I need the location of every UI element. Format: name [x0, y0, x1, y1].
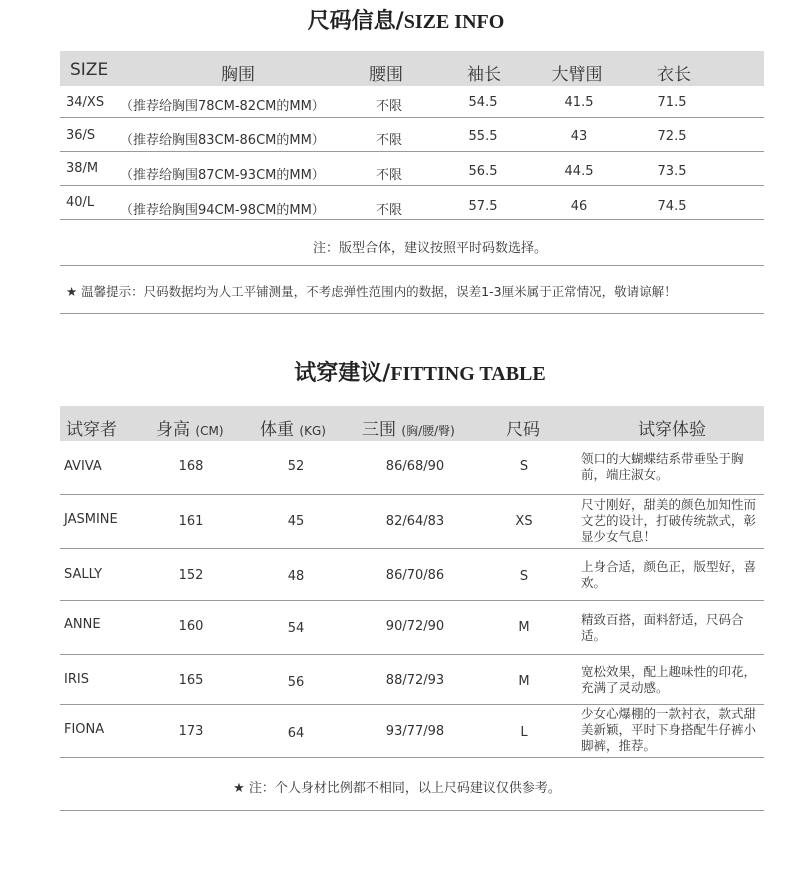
row-divider — [60, 600, 764, 601]
row-divider — [60, 757, 764, 758]
fit-cell-name: AVIVA — [64, 459, 102, 474]
size-cell-arm: 43 — [570, 129, 588, 144]
fit-cell-name: FIONA — [64, 722, 105, 737]
size-header-chest: 胸围 — [221, 65, 255, 85]
fitting-title — [14, 356, 812, 387]
fit-cell-experience: 尺寸刚好，甜美的颜色加知性而文艺的设计，打破传统款式，彰显少女气息！ — [581, 497, 757, 544]
size-header-sleeve: 袖长 — [467, 65, 501, 85]
size-cell-arm: 41.5 — [564, 95, 594, 110]
size-cell-length: 74.5 — [657, 199, 687, 214]
fit-cell-experience: 宽松效果，配上趣味性的印花，充满了灵动感。 — [581, 664, 757, 695]
fit-cell-height: 168 — [178, 459, 204, 474]
size-cell-chest: （推荐给胸围78CM-82CM的MM） — [120, 99, 325, 114]
size-cell-waist: 不限 — [375, 203, 403, 218]
fit-header-measurements — [362, 415, 455, 440]
fit-cell-experience: 领口的大蝴蝶结系带垂坠于胸前，端庄淑女。 — [581, 451, 744, 482]
row-divider — [60, 548, 764, 549]
fit-cell-measurements: 86/68/90 — [385, 459, 445, 474]
size-cell-waist: 不限 — [375, 168, 403, 183]
fit-cell-experience: 少女心爆棚的一款衬衣，款式甜美新颖，平时下身搭配牛仔裤小脚裤，推荐。 — [581, 706, 757, 753]
fit-cell-weight: 45 — [287, 514, 305, 529]
fit-cell-weight: 64 — [287, 726, 305, 741]
fit-cell-name: SALLY — [64, 567, 103, 582]
size-cell-size: 34/XS — [66, 95, 105, 110]
row-divider — [60, 265, 764, 266]
size-cell-length: 71.5 — [657, 95, 687, 110]
size-info-title-cn: 尺码信息/ — [307, 9, 404, 34]
fit-cell-size: L — [520, 725, 528, 740]
fit-cell-size: XS — [515, 514, 533, 529]
fit-cell-measurements: 86/70/86 — [385, 568, 445, 583]
fit-cell-weight: 48 — [287, 569, 305, 584]
fit-header-experience: 试穿体验 — [638, 420, 706, 440]
size-cell-sleeve: 57.5 — [468, 199, 498, 214]
size-cell-waist: 不限 — [375, 99, 403, 114]
fit-header-height — [156, 415, 224, 440]
fit-header-size: 尺码 — [506, 420, 540, 440]
fit-cell-size: S — [519, 569, 529, 584]
fit-cell-height: 161 — [178, 514, 204, 529]
size-info-title — [0, 4, 812, 35]
row-divider — [60, 494, 764, 495]
fit-cell-name: ANNE — [64, 617, 101, 632]
size-cell-chest: （推荐给胸围83CM-86CM的MM） — [120, 133, 325, 148]
fit-cell-experience: 精致百搭，面料舒适，尺码合适。 — [581, 612, 744, 643]
size-info-title-en: SIZE INFO — [403, 11, 505, 33]
fit-header-measurements-unit: (胸/腰/臀) — [401, 424, 455, 438]
size-cell-waist: 不限 — [375, 133, 403, 148]
row-divider — [60, 151, 764, 152]
row-divider — [60, 654, 764, 655]
fit-cell-measurements: 93/77/98 — [385, 724, 445, 739]
warm-tip: ★ 温馨提示：尺码数据均为人工平铺测量，不考虑弹性范围内的数据，误差1-3厘米属于正常情况，敬请谅解！ — [66, 284, 677, 299]
fit-header-weight — [260, 415, 326, 440]
size-header-size: SIZE — [70, 60, 109, 80]
size-note: 注：版型合体，建议按照平时码数选择。 — [312, 241, 548, 256]
fitting-title-cn: 试穿建议/ — [294, 361, 391, 386]
fit-header-height-label: 身高 — [156, 420, 190, 440]
size-cell-size: 38/M — [66, 161, 99, 176]
size-cell-size: 36/S — [66, 128, 96, 143]
size-header-waist: 腰围 — [369, 65, 403, 85]
fit-header-weight-unit: (KG) — [299, 424, 326, 438]
size-cell-length: 73.5 — [657, 164, 687, 179]
fit-cell-height: 173 — [178, 724, 204, 739]
size-header-arm: 大臂围 — [551, 65, 603, 85]
fit-cell-weight: 54 — [287, 621, 305, 636]
fit-header-height-unit: (CM) — [195, 424, 224, 438]
fit-cell-weight: 52 — [287, 459, 305, 474]
fitting-note: ★ 注：个人身材比例都不相同，以上尺码建议仅供参考。 — [233, 781, 561, 796]
size-header-length: 衣长 — [657, 65, 691, 85]
fit-cell-height: 165 — [178, 673, 204, 688]
fit-cell-experience: 上身合适，颜色正，版型好，喜欢。 — [581, 559, 757, 590]
fit-header-tester: 试穿者 — [66, 420, 117, 440]
size-cell-sleeve: 54.5 — [468, 95, 498, 110]
size-cell-chest: （推荐给胸围94CM-98CM的MM） — [120, 203, 325, 218]
fit-cell-measurements: 82/64/83 — [385, 514, 445, 529]
fit-cell-height: 152 — [178, 568, 204, 583]
row-divider — [60, 810, 764, 811]
fit-cell-weight: 56 — [287, 675, 305, 690]
row-divider — [60, 313, 764, 314]
fit-cell-height: 160 — [178, 619, 204, 634]
size-cell-sleeve: 56.5 — [468, 164, 498, 179]
size-cell-arm: 44.5 — [564, 164, 594, 179]
fit-cell-measurements: 90/72/90 — [385, 619, 445, 634]
size-cell-chest: （推荐给胸围87CM-93CM的MM） — [120, 168, 325, 183]
fit-cell-name: IRIS — [64, 672, 89, 687]
size-cell-length: 72.5 — [657, 129, 687, 144]
fit-cell-size: M — [518, 674, 530, 689]
size-cell-sleeve: 55.5 — [468, 129, 498, 144]
fit-cell-size: M — [518, 620, 530, 635]
row-divider — [60, 185, 764, 186]
row-divider — [60, 117, 764, 118]
fit-header-measurements-label: 三围 — [362, 420, 396, 440]
fitting-title-en: FITTING TABLE — [390, 363, 546, 385]
fit-cell-size: S — [519, 459, 529, 474]
row-divider — [60, 704, 764, 705]
fit-cell-measurements: 88/72/93 — [385, 673, 445, 688]
fit-header-weight-label: 体重 — [260, 420, 294, 440]
fit-cell-name: JASMINE — [64, 512, 118, 527]
row-divider — [60, 219, 764, 220]
size-cell-size: 40/L — [66, 195, 95, 210]
size-cell-arm: 46 — [570, 199, 588, 214]
